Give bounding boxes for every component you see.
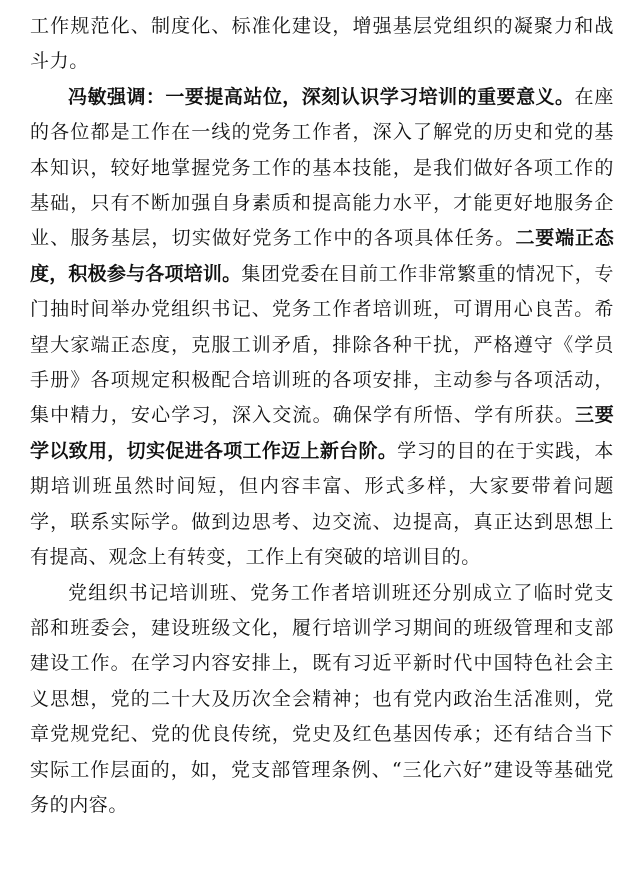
emphasis-point-three: 三要学以致用，切实促进各项工作迈上新台阶。 (30, 404, 615, 462)
emphasis-point-one: 冯敏强调：一要提高站位，深刻认识学习培训的重要意义。 (68, 85, 575, 108)
paragraph-class-organization (30, 576, 614, 824)
paragraph-speech (30, 80, 614, 576)
text-segment: 在座的各位都是工作在一线的党务工作者，深入了解党的历史和党的基本知识，较好地掌握党务工作的基本技能，是我们做好各项工作的基础，只有不断加强自身素质和提高能力水平，才能更好地服务企业、服务基层，切实做好党务工作中的各项具体任务。 (30, 85, 614, 250)
paragraph-intro-tail (30, 9, 614, 80)
text-segment: 集团党委在目前工作非常繁重的情况下，专门抽时间举办党组织书记、党务工作者培训班，可谓用心良苦。希望大家端正态度，克服工训矛盾，排除各种干扰，严格遵守《学员手册》各项规定积极配合培训班的各项安排，主动参与各项活动，集中精力，安心学习，深入交流。确保学有所悟、学有所获。 (30, 262, 615, 427)
text-segment: 工作规范化、制度化、标准化建设，增强基层党组织的凝聚力和战斗力。 (30, 15, 614, 73)
document-body (30, 9, 614, 823)
text-segment: 党组织书记培训班、党务工作者培训班还分别成立了临时党支部和班委会，建设班级文化，履行培训学习期间的班级管理和支部建设工作。在学习内容安排上，既有习近平新时代中国特色社会主义思想，党的二十大及历次全会精神；也有党内政治生活准则，党章党规党纪、党的优良传统，党史及红色基因传承；还有结合当下实际工作层面的，如，党支部管理条例、“三化六好”建设等基础党务的内容。 (30, 581, 614, 816)
emphasis-point-two: 二要端正态度，积极参与各项培训。 (30, 227, 614, 285)
text-segment: 学习的目的在于实践，本期培训班虽然时间短，但内容丰富、形式多样，大家要带着问题学，联系实际学。做到边思考、边交流、边提高，真正达到思想上有提高、观念上有转变，工作上有突破的培训目的。 (30, 439, 614, 569)
